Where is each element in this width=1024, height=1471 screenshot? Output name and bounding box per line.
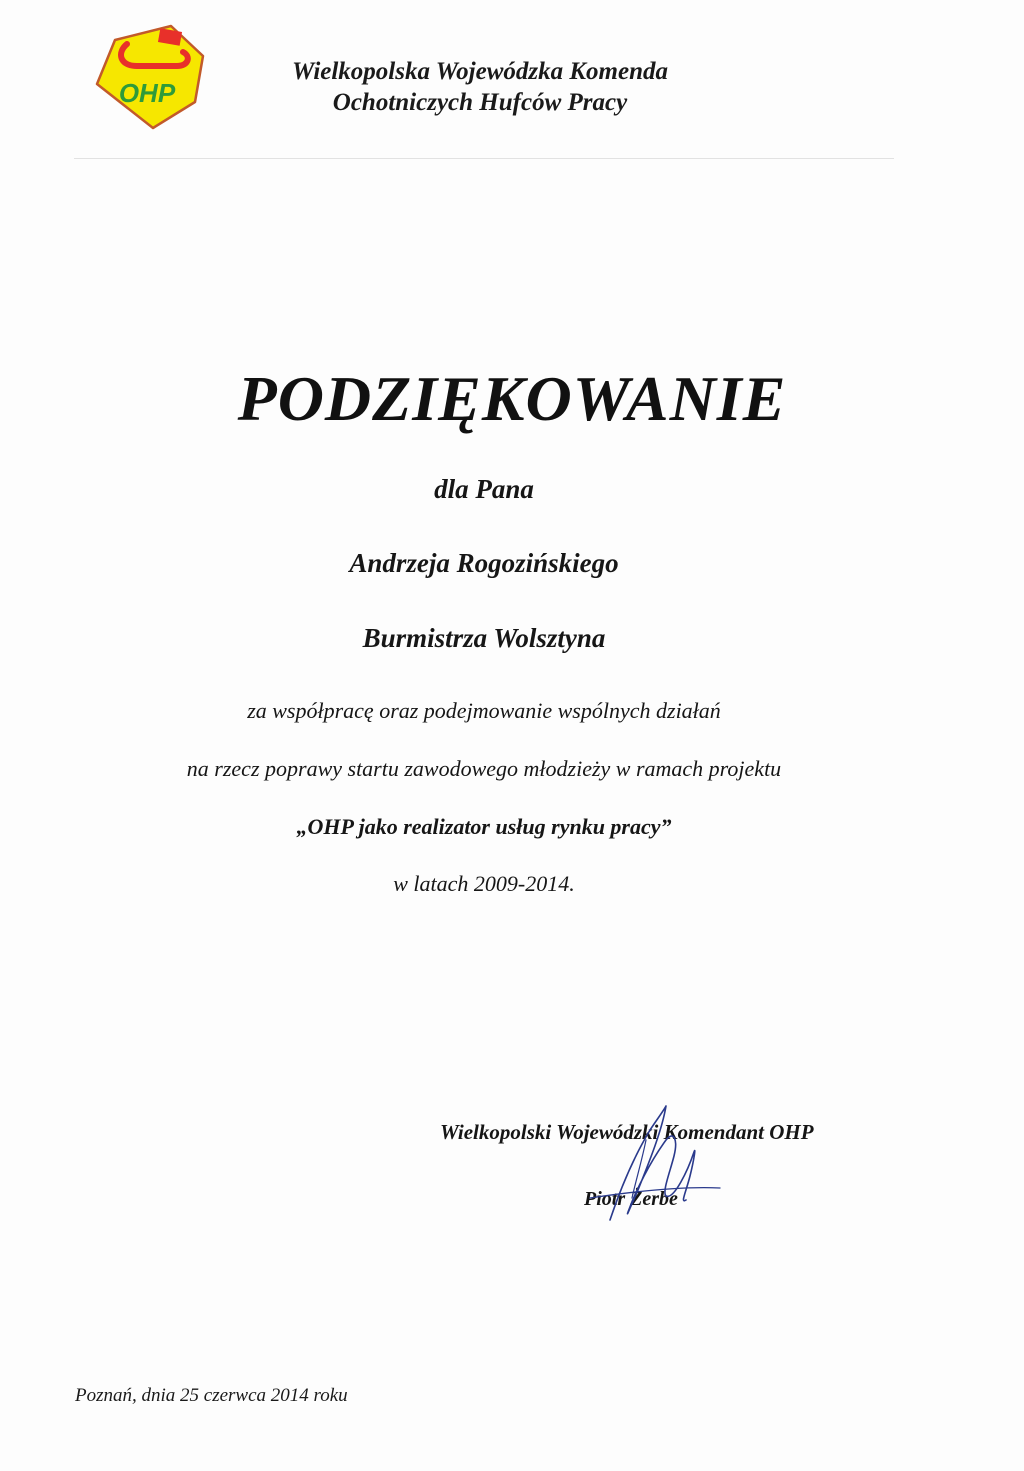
handwritten-signature xyxy=(570,1100,740,1230)
signer-title: Wielkopolski Wojewódzki Komendant OHP xyxy=(440,1120,814,1144)
org-line-1: Wielkopolska Wojewódzka Komenda xyxy=(292,58,668,85)
place-and-date: Poznań, dnia 25 czerwca 2014 roku xyxy=(75,1385,348,1406)
project-name: „OHP jako realizator usług rynku pracy” xyxy=(296,814,672,839)
organization-name xyxy=(230,56,730,118)
ohp-logo-icon xyxy=(93,22,208,132)
recipient-name: Andrzeja Rogozińskiego xyxy=(349,548,619,578)
svg-text:OHP: OHP xyxy=(118,78,176,108)
org-line-2: Ochotniczych Hufców Pracy xyxy=(332,89,628,116)
salutation: dla Pana xyxy=(434,474,534,504)
header-divider xyxy=(74,158,894,159)
signer-name: Piotr Żerbe xyxy=(584,1188,678,1210)
recipient-role: Burmistrza Wolsztyna xyxy=(362,623,606,653)
body-text-line-2: na rzecz poprawy startu zawodowego młodzieży w ramach projektu xyxy=(186,756,782,781)
certificate-title: PODZIĘKOWANIE xyxy=(237,363,787,434)
body-text-line-1: za współpracę oraz podejmowanie wspólnych działań xyxy=(247,698,721,723)
years-text: w latach 2009-2014. xyxy=(393,871,575,896)
signature-icon xyxy=(570,1100,740,1230)
ohp-logo xyxy=(93,22,208,132)
